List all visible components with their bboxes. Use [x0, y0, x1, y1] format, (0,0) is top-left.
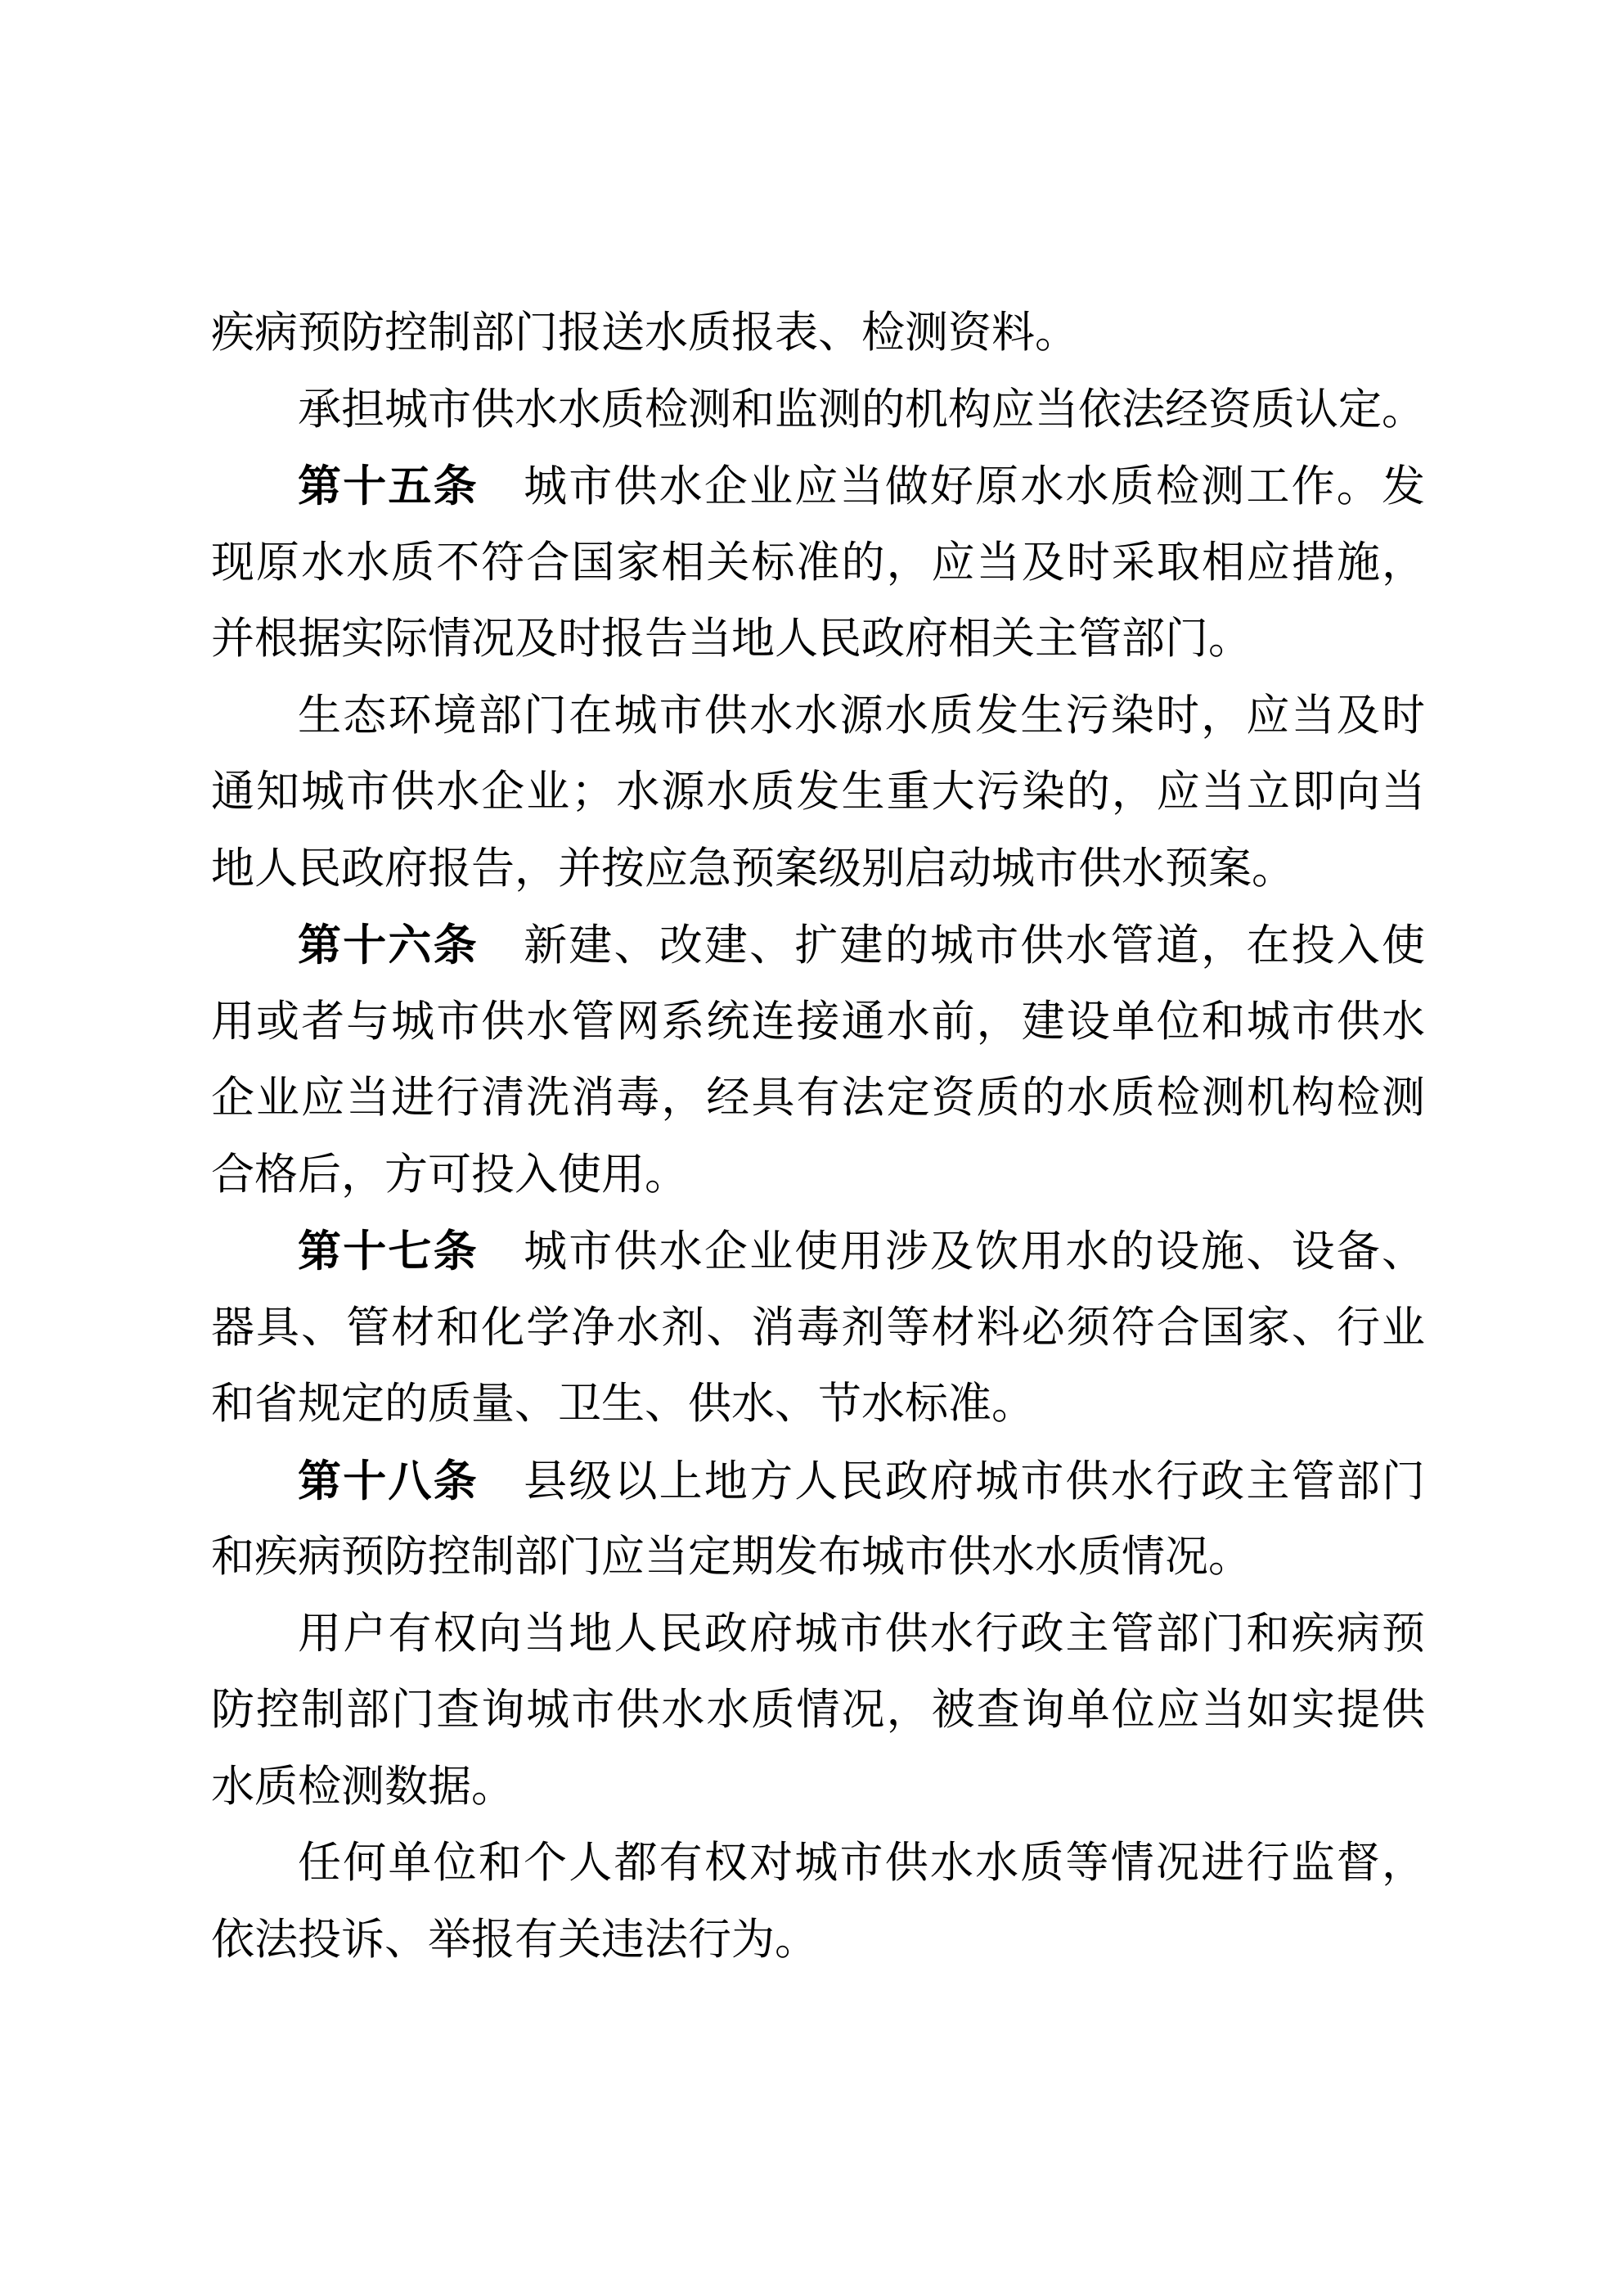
article-number: 第十六条 — [298, 921, 479, 970]
line-text: 并根据实际情况及时报告当地人民政府相关主管部门。 — [211, 615, 1252, 663]
text-line — [211, 1060, 1425, 1137]
text-line — [211, 831, 1425, 908]
line-text: 用户有权向当地人民政府城市供水行政主管部门和疾病预 — [298, 1609, 1425, 1658]
text-line — [211, 678, 1425, 755]
text-line — [211, 754, 1425, 831]
line-text: 依法投诉、举报有关违法行为。 — [211, 1916, 818, 1964]
text-line — [211, 601, 1425, 678]
line-text: 现原水水质不符合国家相关标准的，应当及时采取相应措施， — [211, 538, 1425, 587]
text-line — [211, 1519, 1425, 1596]
text-line — [211, 907, 1425, 984]
text-line — [211, 1596, 1425, 1673]
article-number: 第十七条 — [298, 1227, 479, 1276]
article-number: 第十八条 — [298, 1456, 479, 1506]
text-line — [211, 525, 1425, 602]
line-text: 生态环境部门在城市供水水源水质发生污染时，应当及时 — [298, 691, 1425, 740]
line-text: 合格后，方可投入使用。 — [211, 1150, 688, 1199]
text-line — [211, 1290, 1425, 1367]
line-text: 水质检测数据。 — [211, 1763, 515, 1811]
line-text: 器具、管材和化学净水剂、消毒剂等材料必须符合国家、行业 — [211, 1303, 1425, 1352]
line-text: 和省规定的质量、卫生、供水、节水标准。 — [211, 1380, 1035, 1428]
line-text: 地人民政府报告，并按应急预案级别启动城市供水预案。 — [211, 844, 1295, 893]
article-number: 第十五条 — [298, 462, 479, 511]
line-text: 用或者与城市供水管网系统连接通水前，建设单位和城市供水 — [211, 997, 1425, 1046]
text-line — [211, 1902, 1425, 1979]
line-text: 城市供水企业应当做好原水水质检测工作。发 — [524, 463, 1426, 511]
text-line — [211, 295, 1425, 372]
text-line — [211, 1443, 1425, 1520]
text-line — [211, 372, 1425, 449]
text-line — [211, 1672, 1425, 1749]
line-text: 县级以上地方人民政府城市供水行政主管部门 — [524, 1457, 1426, 1506]
line-text: 和疾病预防控制部门应当定期发布城市供水水质情况。 — [211, 1533, 1252, 1581]
text-line — [211, 1366, 1425, 1443]
line-text: 新建、改建、扩建的城市供水管道，在投入使 — [524, 922, 1426, 970]
text-line — [211, 1213, 1425, 1290]
line-text: 企业应当进行清洗消毒，经具有法定资质的水质检测机构检测 — [211, 1074, 1425, 1122]
text-line — [211, 1137, 1425, 1214]
line-text: 疾病预防控制部门报送水质报表、检测资料。 — [211, 309, 1078, 357]
line-text: 城市供水企业使用涉及饮用水的设施、设备、 — [524, 1228, 1426, 1276]
text-line — [211, 448, 1425, 525]
line-text: 承担城市供水水质检测和监测的机构应当依法经资质认定。 — [298, 385, 1425, 434]
line-text: 防控制部门查询城市供水水质情况，被查询单位应当如实提供 — [211, 1686, 1425, 1734]
text-line — [211, 1826, 1425, 1902]
text-line — [211, 1749, 1425, 1826]
text-block — [211, 295, 1425, 1979]
text-line — [211, 984, 1425, 1061]
line-text: 任何单位和个人都有权对城市供水水质等情况进行监督， — [298, 1839, 1425, 1887]
line-text: 通知城市供水企业；水源水质发生重大污染的，应当立即向当 — [211, 768, 1425, 816]
